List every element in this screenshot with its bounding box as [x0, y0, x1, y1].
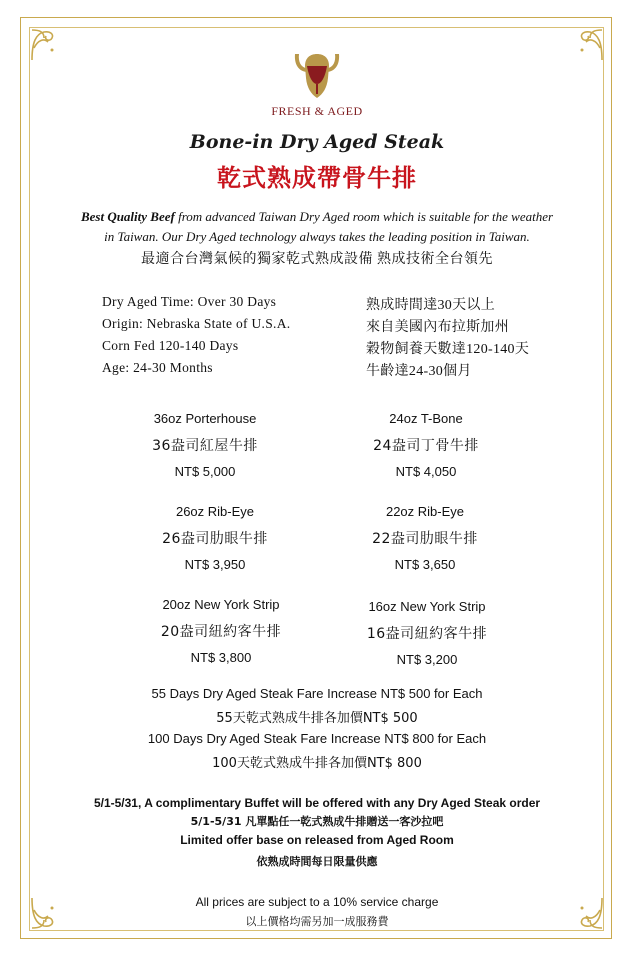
brand-name: FRESH & AGED	[271, 104, 363, 118]
item-name-zh: 22盎司肋眼牛排	[372, 531, 478, 547]
page-title-en: Bone-in Dry Aged Steak	[189, 131, 445, 153]
spec-en-origin: Origin: Nebraska State of U.S.A.	[102, 316, 291, 331]
promo-buffet-zh: 5/1-5/31 凡單點任一乾式熟成牛排贈送一客沙拉吧	[190, 815, 444, 828]
item-name-zh: 20盎司紐約客牛排	[160, 624, 282, 640]
intro-zh: 最適合台灣氣候的獨家乾式熟成設備 熟成技術全台領先	[141, 252, 493, 267]
fare-100-days-zh: 100天乾式熟成牛排各加價NT$ 800	[212, 756, 422, 771]
item-name-en: 22oz Rib-Eye	[385, 504, 465, 519]
menu-item	[130, 411, 280, 479]
intro-text	[0, 207, 634, 247]
spec-zh-aged-time: 熟成時間達30天以上	[366, 298, 495, 313]
spec-zh-corn-fed: 穀物飼養天數達120-140天	[366, 342, 530, 357]
promo-buffet-en: 5/1-5/31, A complimentary Buffet will be offered with any Dry Aged Steak order	[93, 796, 541, 810]
item-price: NT$ 3,950	[184, 557, 246, 572]
item-name-en: 36oz Porterhouse	[153, 411, 257, 426]
item-name-zh: 26盎司肋眼牛排	[162, 531, 268, 547]
item-price: NT$ 5,000	[174, 464, 236, 479]
spec-en-corn-fed: Corn Fed 120-140 Days	[102, 338, 239, 353]
item-name-zh: 36盎司紅屋牛排	[152, 438, 258, 454]
menu-item	[140, 504, 290, 572]
intro-line1: from advanced Taiwan Dry Aged room which is suitable for the weather	[174, 209, 554, 224]
item-name-zh: 24盎司丁骨牛排	[373, 438, 479, 454]
bull-head-wine-glass-icon	[292, 48, 342, 102]
fare-55-days-en: 55 Days Dry Aged Steak Fare Increase NT$ 500 for Each	[151, 686, 483, 701]
spec-en-age: Age: 24-30 Months	[102, 360, 213, 375]
intro-line2: in Taiwan. Our Dry Aged technology always takes the leading position in Taiwan.	[104, 229, 530, 244]
service-charge-en: All prices are subject to a 10% service charge	[195, 895, 439, 909]
spec-en-aged-time: Dry Aged Time: Over 30 Days	[102, 294, 277, 309]
ornament-corner-icon	[30, 28, 64, 62]
menu-item	[350, 504, 500, 572]
fare-100-days-en: 100 Days Dry Aged Steak Fare Increase NT$ 800 for Each	[147, 731, 487, 746]
item-price: NT$ 3,200	[396, 652, 458, 667]
spec-zh-age: 牛齡達24-30個月	[366, 364, 472, 379]
service-charge-zh: 以上價格均需另加一成服務費	[245, 915, 389, 928]
promo-limited-en: Limited offer base on released from Aged Room	[180, 833, 454, 847]
spec-zh-origin: 來自美國內布拉斯加州	[366, 320, 509, 335]
item-name-en: 26oz Rib-Eye	[175, 504, 255, 519]
menu-item	[131, 597, 311, 665]
item-name-en: 24oz T-Bone	[389, 411, 463, 426]
item-price: NT$ 4,050	[395, 464, 457, 479]
menu-item	[337, 599, 517, 667]
intro-lead: Best Quality Beef	[80, 209, 175, 224]
menu-item	[351, 411, 501, 479]
promo-limited-zh: 依熟成時間每日限量供應	[256, 855, 378, 868]
item-price: NT$ 3,800	[190, 650, 252, 665]
fare-55-days-zh: 55天乾式熟成牛排各加價NT$ 500	[216, 711, 418, 726]
ornament-corner-icon	[570, 28, 604, 62]
item-name-en: 16oz New York Strip	[368, 599, 486, 614]
item-price: NT$ 3,650	[394, 557, 456, 572]
item-name-zh: 16盎司紐約客牛排	[366, 626, 488, 642]
item-name-en: 20oz New York Strip	[162, 597, 280, 612]
page-title-zh: 乾式熟成帶骨牛排	[217, 166, 417, 192]
